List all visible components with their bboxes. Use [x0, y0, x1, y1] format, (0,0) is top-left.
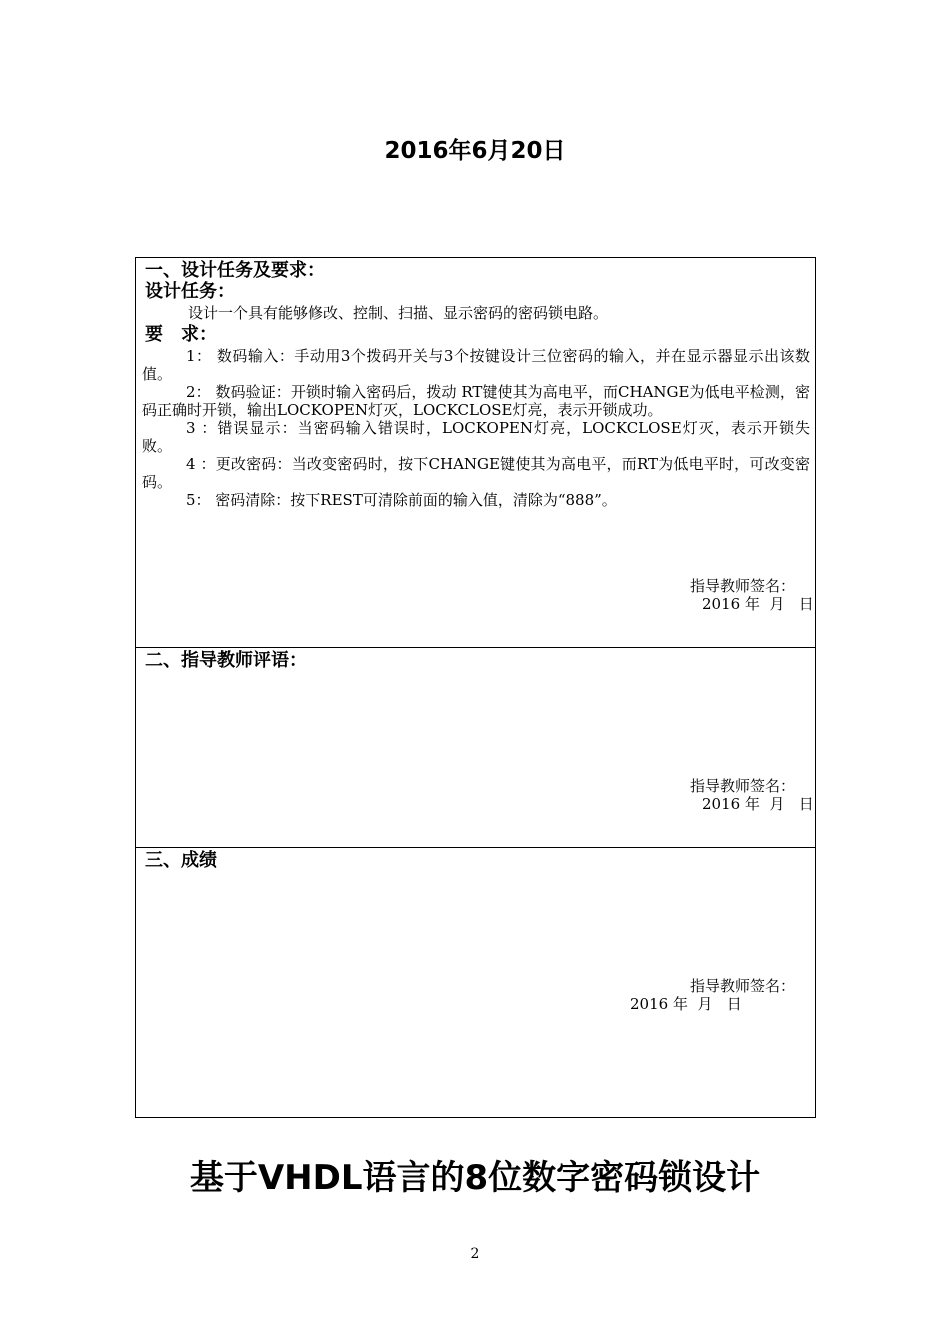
- signature-date: 2016 年 月 日: [630, 995, 742, 1013]
- teacher-signature-label: 指导教师签名：: [690, 977, 796, 995]
- page-number: 2: [470, 1246, 480, 1262]
- section2-heading: 二、指导教师评语：: [145, 650, 307, 671]
- section3-heading: 三、成绩: [145, 850, 217, 871]
- teacher-comments-section: [136, 648, 815, 848]
- signature-date: 2016 年 月 日: [702, 795, 814, 813]
- evaluation-form-table: [135, 257, 816, 1118]
- teacher-signature-label: 指导教师签名：: [690, 577, 796, 595]
- requirement-item: 5： 密码清除：按下REST可清除前面的输入值，清除为“888”。: [186, 491, 617, 509]
- requirement-item: 4 ：更改密码：当改变密码时，按下CHANGE键使其为高电平，而RT为低电平时，可改变密码。: [142, 455, 810, 491]
- section1-heading: 一、设计任务及要求：: [145, 260, 325, 281]
- report-date: 2016年6月20日: [384, 138, 566, 164]
- requirement-item: 3 ：错误显示：当密码输入错误时，LOCKOPEN灯亮，LOCKCLOSE灯灭，表示开锁失败。: [142, 419, 810, 455]
- signature-date: 2016 年 月 日: [702, 595, 814, 613]
- requirement-item: 2： 数码验证：开锁时输入密码后，拨动 RT键使其为高电平，而CHANGE为低电平检测，密码正确时开锁，输出LOCKOPEN灯灭，LOCKCLOSE灯亮，表示开锁成功。: [142, 383, 810, 419]
- grade-section: [136, 848, 815, 1117]
- task-requirements-section: [136, 258, 815, 648]
- requirement-item: 1： 数码输入：手动用3个拨码开关与3个按键设计三位密码的输入，并在显示器显示出该数值。: [142, 347, 810, 383]
- teacher-signature-label: 指导教师签名：: [690, 777, 796, 795]
- requirements-list: [142, 347, 810, 509]
- requirements-heading: 要 求：: [145, 324, 217, 345]
- task-heading: 设计任务：: [145, 281, 235, 302]
- task-text: 设计一个具有能够修改、控制、扫描、显示密码的密码锁电路。: [188, 304, 609, 322]
- document-title: 基于VHDL语言的8位数字密码锁设计: [189, 1158, 761, 1198]
